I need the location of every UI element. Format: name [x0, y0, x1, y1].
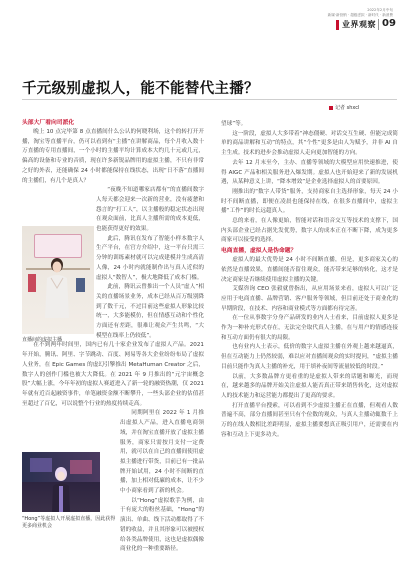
paragraph: 这一阶段，虚拟人大多带着“神态僵硬、对话交互生硬、但能完成简单的商品讲解和互动”的特点，其“个性”更多是由人为赋予，并非 AI 自主生成。技术的进步会推动虚拟人走向更加智能的方向。 [221, 130, 398, 157]
paragraph: 打开直播平台搜索，可以看到不少虚拟主播正在直播，但观看人数普遍不高，部分直播间甚至只有个位数的观众，与真人主播动辄数千上万的在线人数相比差距明显，虚拟主播要想真正吸引用户，还需要在内容和互动上下更多功夫。 [221, 402, 398, 438]
virtual-singer-photo [22, 452, 100, 512]
paragraph: 晚上 10 点完毕第 8 点直播间什么公认的何晓利场，这个的转打开开播，淘宝等直播平台，仍可以看到有“主播”在讲解商品，每个月收入数十万直播的专用直播间，一个小时的主播平均计算成本大约几十元或几元，偏高的设备和专业的音质，现在许多新锐品牌用的虚拟主播，不只有非常之好的外表，还能确保 24 小时都能保持在线状态，出现“日不落”直播间的主播们，有几个是真人？ [22, 129, 204, 184]
section-heading-1: 头部大厂看向司派化 [22, 120, 75, 126]
paragraph: 在不到两年时间里，国内已有几十家企业发布了虚拟人产品。2021 年开始，腾讯、阿里、字节跳动、百度、网易等各大企业纷纷布局了虚拟人业务，在 Epic Games 的虚幻引擎推出 MetaHuman Creator 之后，数字人的创作门槛也被大大降低。在 2021 年 9 月推出的“元宇宙概念股”大幅上涨，今年年初的虚拟人赛道进入了新一轮的融资热潮，仅 2021 年就有近百起融资事件，单笔融资金额不断攀升，一些头部企业的估值甚至超过了百亿，可以说整个行业的热度持续走高。 [22, 342, 204, 407]
title-rule [22, 99, 397, 100]
issue-date: 2022年2月中旬 [367, 8, 393, 12]
product-box [76, 278, 85, 292]
paragraph: 望球”等。 [221, 121, 247, 127]
paragraph: 此后，腾讯在发布了智能小样本数字人生产平台，在官方介绍中，这一平台只需三分钟的训练素材就可以完成建模并生成高清人像，24 小时内就能制作出与真人近似的虚拟人“数智人”，极大地降低了成本门槛。 [96, 235, 204, 281]
paragraph: 去年 12 月末至今，主办、直播等领域的大模型应用快速推进，使得 AIGC 产品和相关服务进入爆发期。虚拟人也开始迎来了新的发展机遇，从某种意义上讲，“降本增效”是企业选择虚拟人的首要原因。 [221, 159, 398, 186]
section-heading-2: 电商直播，虚拟人是伪命题？ [221, 248, 297, 255]
page-number: 09 [382, 18, 396, 29]
author-name: 记者 shxcl [335, 105, 360, 111]
paragraph: 同期阿里在 2022 年 1 月推出虚拟人产品，进入直播电商领域，并在淘宝直播开放了虚拟主播服务，商家只需按月支付一定费用，就可以在自己的直播间使用虚拟主播进行带货，目前已有一批品牌开始试用，24 小时不间断的直播，加上相对低廉的成本，让不少中小商家看到了新的机会。 [120, 410, 204, 495]
author-byline [329, 104, 359, 111]
issue-tags: 新媒·新营销 · 超级虚拟 · 新时代 · 新消费 [327, 13, 393, 17]
virtual-singer-figure [50, 466, 72, 512]
paragraph: 以前，大多数品牌方更看重的是虚拟人带来的话题和曝光，而现在，越来越多的品牌开始关注虚拟人能否真正带来销售转化，这对虚拟人的技术能力和运营能力都提出了更高的要求。 [221, 373, 398, 399]
header-divider [378, 19, 379, 30]
photo-caption: 直播间的虚拟主播 [22, 337, 63, 343]
paragraph: 艾媒咨询 CEO 张毅就曾指出，从应用场景来看，虚拟人可以广泛应用于电商直播、品牌营销、客户服务等领域，但目前还处于商业化的早期阶段，在技术、内容和商业模式等方面都有待完善。 [221, 286, 398, 312]
stage-screen-right [70, 460, 92, 474]
article-title: 千元级别虚拟人，能不能替代主播？ [22, 81, 259, 97]
stage-screen-left [30, 458, 52, 472]
livestream-photo [22, 226, 94, 334]
backdrop-sign [34, 234, 82, 258]
paragraph: 在一位从事数字分身产品研发的业内人士看来，目前虚拟人更多是作为一种补充形式存在，无法完全取代真人主播，在与用户的情感连接和互动方面仍有很大的局限。 [221, 315, 398, 341]
section-marker [336, 20, 339, 30]
author-marker [329, 106, 333, 110]
right-column [221, 120, 398, 441]
section-header [306, 19, 376, 30]
paragraph: 刚推出的“数字人带货”服务，支持商家自主选择形象，每天 24 小时不间断直播，即便在凌晨也能保持在线，在很多直播间中，虚拟主播“工作”的时长远超真人。 [221, 188, 398, 215]
product-bottle [28, 274, 36, 292]
issue-info [283, 8, 393, 18]
paragraph: 以“Hong”虚拟歌手为例，由于有庞大的粉丝基础，“Hong”的演出、单曲、线下活动都取得了不错的收益，并且其形象可以被授权给各类品牌使用，这也是虚拟偶像商业化的一种重要路径。 [120, 497, 204, 553]
section-title: 业界观察 [342, 20, 376, 29]
paragraph: 总的来看，在人像更始，智能对话和语音交互等技术的支撑下，国内头部企业已经占据先发优势，数字人的成本正在不断下降，成为更多商家可以接受的选择。 [221, 218, 398, 244]
virtual-host-figure [42, 256, 72, 318]
paragraph: 虚拟人的最大优势是 24 小时不间断直播，但是，更多商家关心的依然是直播效果，直播间能否留住观众，能否带来足够的转化，这才是决定商家是否继续使用虚拟主播的关键。 [221, 257, 398, 283]
photo-caption: “Hong”等虚拟人开展虚拟直播，因此获得更多商业机会 [22, 516, 116, 529]
paragraph: 此前，腾讯云曾推出一个人员“虚人”相关的直播场景业务，成本已经从百万级别降到了数千元，不过目前这些虚拟人形象比较统一，大多能模仿，但在情感互动和个性化方面还有差距，很难让观众产生共鸣，“大模型在线率上仍较低”。 [96, 284, 204, 339]
paragraph: 也有业内人士表示，低价的数字人虚拟主播在外观上越来越逼真，但在互动能力上仍然较弱，难以应对直播间观众的实时提问，“虚拟主播目前只能作为真人主播的补充，用于填补夜间等流量较低的时段。” [221, 344, 398, 370]
paragraph: “夜晚不知道哪家店都有”的直播间数字人每天都会迎来一次新的营业，没有疲惫和怨言的“打工人”，以主播般的稳定状态出现在观众面前，比真人主播所需的成本更低，也能获得更好的效果。 [96, 187, 204, 233]
